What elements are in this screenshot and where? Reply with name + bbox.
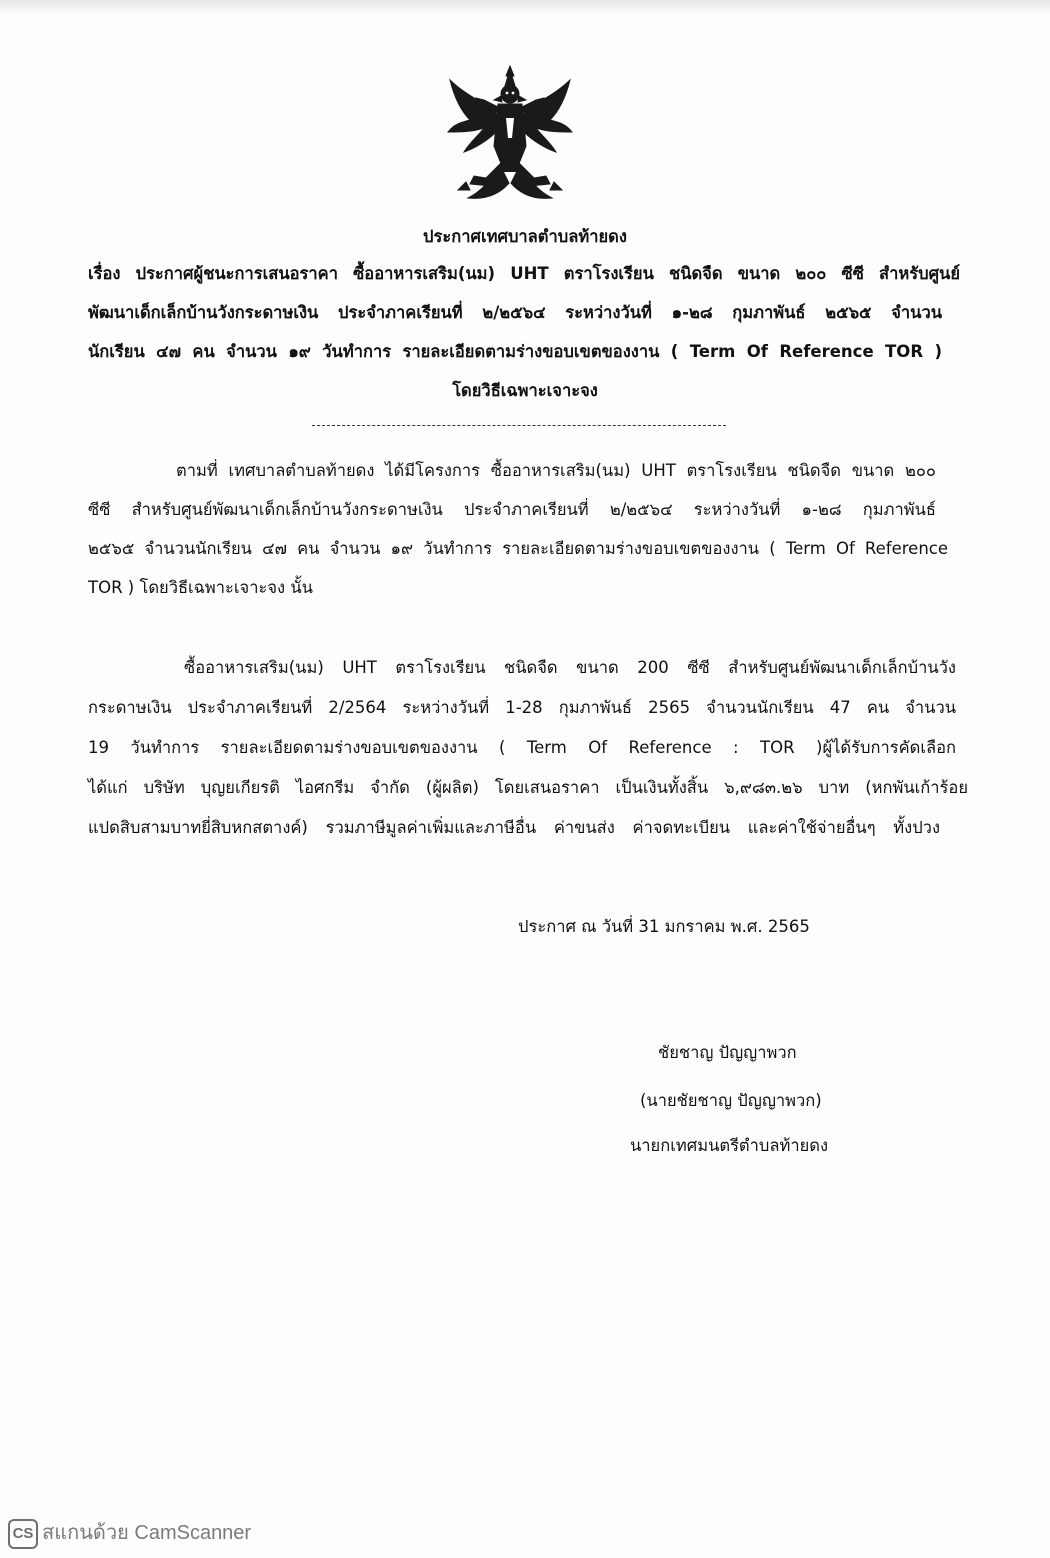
garuda-emblem-icon [440, 62, 580, 208]
section-divider [312, 425, 726, 426]
scan-edge-shadow [0, 0, 1050, 14]
camscanner-logo-icon: CS [8, 1519, 38, 1549]
paragraph-2-line-4: ได้แก่ บริษัท บุญยเกียรติ ไอศกรีม จำกัด (ผู้ผลิต) โดยเสนอราคา เป็นเงินทั้งสิ้น ๖,๙๘๓.๒๖ บาท (หกพันเก้าร้อย [88, 778, 968, 797]
paragraph-2-line-1: ซื้ออาหารเสริม(นม) UHT ตราโรงเรียน ชนิดจืด ขนาด 200 ซีซี สำหรับศูนย์พัฒนาเด็กเล็กบ้านวัง [184, 658, 956, 677]
subject-line-4: โดยวิธีเฉพาะเจาะจง [452, 381, 598, 400]
paragraph-1-line-3: ๒๕๖๕ จำนวนนักเรียน ๔๗ คน จำนวน ๑๙ วันทำการ รายละเอียดตามร่างขอบเขตของงาน ( Term Of Reference [88, 539, 948, 558]
paragraph-1-line-4: TOR ) โดยวิธีเฉพาะเจาะจง นั้น [88, 578, 313, 597]
paragraph-2-line-2: กระดาษเงิน ประจำภาคเรียนที่ 2/2564 ระหว่างวันที่ 1-28 กุมภาพันธ์ 2565 จำนวนนักเรียน 47 คน จำนวน [88, 698, 956, 717]
subject-line-1: เรื่อง ประกาศผู้ชนะการเสนอราคา ซื้ออาหารเสริม(นม) UHT ตราโรงเรียน ชนิดจืด ขนาด ๒๐๐ ซีซี สำหรับศูนย์ [88, 264, 960, 283]
subject-line-2: พัฒนาเด็กเล็กบ้านวังกระดาษเงิน ประจำภาคเรียนที่ ๒/๒๕๖๔ ระหว่างวันที่ ๑-๒๘ กุมภาพันธ์ ๒๕๖๕ จำนวน [88, 303, 942, 322]
paragraph-2-line-3: 19 วันทำการ รายละเอียดตามร่างขอบเขตของงาน ( Term Of Reference : TOR )ผู้ได้รับการคัดเลือก [88, 738, 956, 757]
paragraph-1-line-2: ซีซี สำหรับศูนย์พัฒนาเด็กเล็กบ้านวังกระดาษเงิน ประจำภาคเรียนที่ ๒/๒๕๖๔ ระหว่างวันที่ ๑-๒๘ กุมภาพันธ์ [88, 500, 936, 519]
signature-name: ชัยชาญ ปัญญาพวก [658, 1043, 797, 1062]
document-title: ประกาศเทศบาลตำบลท้ายดง [423, 227, 627, 246]
camscanner-watermark: สแกนด้วย CamScanner [42, 1522, 252, 1544]
paragraph-1-line-1: ตามที่ เทศบาลตำบลท้ายดง ได้มีโครงการ ซื้ออาหารเสริม(นม) UHT ตราโรงเรียน ชนิดจืด ขนาด ๒๐๐ [176, 461, 936, 480]
subject-line-3: นักเรียน ๔๗ คน จำนวน ๑๙ วันทำการ รายละเอียดตามร่างขอบเขตของงาน ( Term Of Reference TOR ) [88, 342, 942, 361]
paragraph-2-line-5: แปดสิบสามบาทยี่สิบหกสตางค์) รวมภาษีมูลค่าเพิ่มและภาษีอื่น ค่าขนส่ง ค่าจดทะเบียน และค่าใช้จ่ายอื่นๆ ทั้งปวง [88, 818, 940, 837]
signatory-printed-name: (นายชัยชาญ ปัญญาพวก) [640, 1091, 822, 1110]
signatory-position: นายกเทศมนตรีตำบลท้ายดง [630, 1136, 829, 1155]
announcement-date: ประกาศ ณ วันที่ 31 มกราคม พ.ศ. 2565 [518, 917, 810, 936]
